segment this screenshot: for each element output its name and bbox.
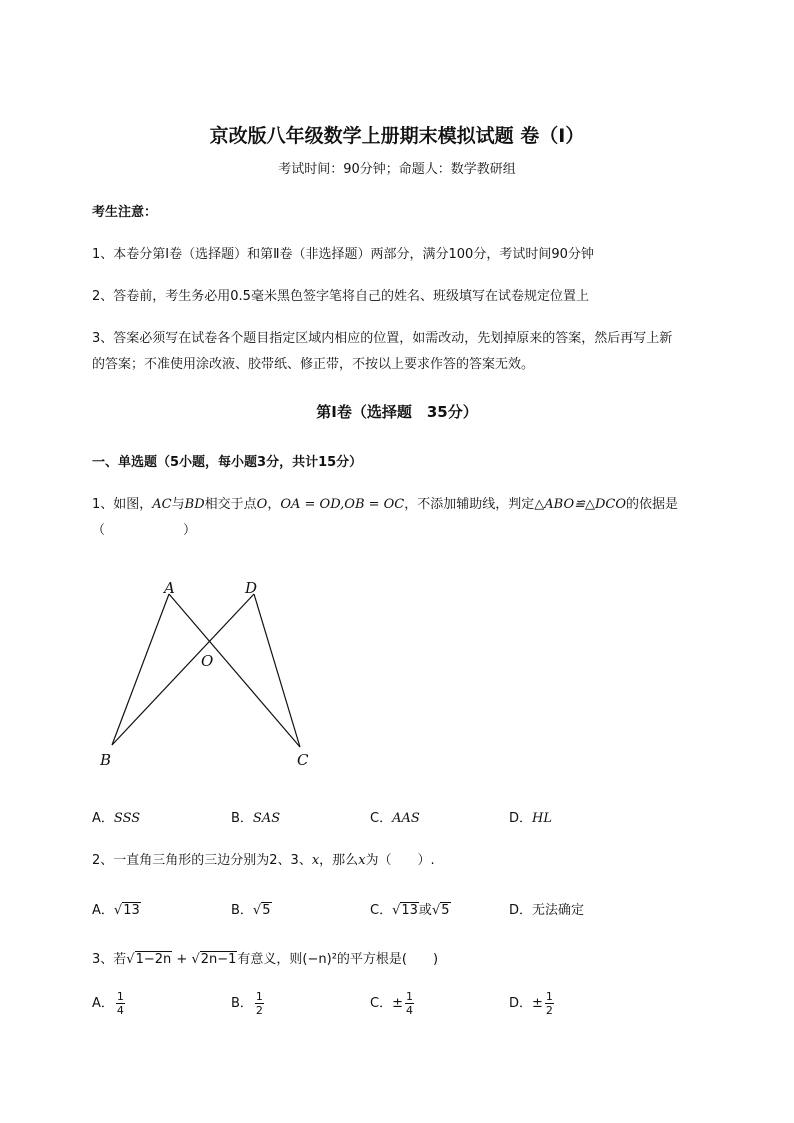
segment-db	[112, 594, 254, 745]
sqrt-expression: √13	[113, 903, 140, 918]
q2-text: 为（ ）.	[365, 853, 435, 868]
q3-option-d[interactable]	[509, 990, 556, 1017]
label-c: C	[297, 751, 309, 769]
sqrt-expression: √1−2n	[126, 952, 172, 967]
segment-ac	[169, 594, 300, 747]
plus-minus-sign: ±	[532, 996, 543, 1011]
q1-text: 1、如图，	[92, 497, 153, 512]
label-a: A	[164, 579, 175, 597]
q3-option-c[interactable]	[370, 990, 416, 1017]
denominator: 2	[255, 1004, 263, 1017]
q1-text: 相交于点	[204, 497, 257, 512]
option-letter: B．	[231, 996, 253, 1011]
option-text: SSS	[113, 811, 141, 826]
exam-info: 考试时间：90分钟；命题人：数学教研组	[278, 162, 516, 177]
q1-option-c[interactable]	[370, 807, 420, 826]
sqrt-expression: √13	[392, 903, 418, 918]
option-letter: A．	[92, 996, 114, 1011]
page-title: 京改版八年级数学上册期末模拟试题 卷（Ⅰ）	[209, 125, 585, 147]
option-letter: A．	[92, 811, 114, 826]
q2-option-c[interactable]	[370, 899, 451, 918]
fraction	[255, 990, 264, 1017]
option-text: SAS	[252, 811, 281, 826]
q2-option-a[interactable]	[92, 899, 141, 918]
q1-bd: BD	[184, 497, 205, 512]
numerator: 1	[405, 990, 413, 1003]
numerator: 1	[545, 990, 553, 1003]
q3-text: 3、若	[92, 952, 127, 967]
part-heading: 一、单选题（5小题，每小题3分，共计15分）	[92, 455, 363, 470]
option-text: AAS	[392, 811, 420, 826]
radicand: 5	[262, 903, 271, 918]
q2-text: 2、一直角三角形的三边分别为2、3、	[92, 853, 312, 868]
radicand: 5	[441, 903, 450, 918]
q1-equation: OA = OD,OB = OC	[280, 497, 405, 512]
option-letter: C．	[370, 996, 393, 1011]
denominator: 4	[116, 1004, 124, 1017]
q3-option-a[interactable]	[92, 990, 127, 1017]
q2-option-d[interactable]	[509, 899, 584, 918]
section-title: 第I卷（选择题 35分）	[316, 403, 478, 421]
q1-o: O	[256, 497, 268, 512]
numerator: 1	[116, 990, 124, 1003]
q1-text: 与	[171, 497, 185, 512]
denominator: 4	[405, 1004, 413, 1017]
q1-answer-blank: （ ）	[92, 523, 197, 538]
q2-x: x	[311, 853, 320, 868]
option-letter: D．	[509, 903, 533, 918]
q2-option-b[interactable]	[231, 899, 272, 918]
option-letter: C．	[370, 811, 393, 826]
radicand: 1−2n	[135, 952, 172, 967]
denominator: 2	[545, 1004, 553, 1017]
sqrt-expression: √5	[252, 903, 271, 918]
fraction	[405, 990, 414, 1017]
q1-option-d[interactable]	[509, 807, 552, 826]
q1-text: ，不添加辅助线，判定	[404, 497, 535, 512]
q3-text: +	[172, 952, 192, 967]
question-2	[92, 849, 435, 868]
option-letter: D．	[509, 811, 533, 826]
option-letter: B．	[231, 903, 253, 918]
label-o: O	[201, 652, 214, 670]
notice-item-3-cont: 的答案；不准使用涂改液、胶带纸、修正带，不按以上要求作答的答案无效。	[92, 357, 535, 372]
label-b: B	[100, 751, 112, 769]
sqrt-expression: √2n−1	[191, 952, 237, 967]
option-letter: D．	[509, 996, 533, 1011]
question-1	[92, 493, 678, 512]
q1-text: ，	[267, 497, 281, 512]
q1-text: 的依据是	[626, 497, 679, 512]
notice-item-1: 1、本卷分第I卷（选择题）和第Ⅱ卷（非选择题）两部分，满分100分，考试时间90分钟	[92, 247, 594, 262]
q2-x: x	[358, 853, 366, 868]
option-text: 无法确定	[532, 903, 585, 918]
fraction	[116, 990, 125, 1017]
numerator: 1	[255, 990, 263, 1003]
segment-ab	[112, 594, 169, 745]
q2-text: ，那么	[319, 853, 359, 868]
q3-text: 有意义，则(−n)²的平方根是( )	[237, 952, 439, 967]
q1-option-a[interactable]	[92, 807, 140, 826]
radicand: 2n−1	[200, 952, 237, 967]
notice-item-2: 2、答卷前，考生务必用0.5毫米黑色签字笔将自己的姓名、班级填写在试卷规定位置上	[92, 289, 589, 304]
option-letter: B．	[231, 811, 253, 826]
option-text: 或	[418, 903, 432, 918]
sqrt-expression: √5	[431, 903, 450, 918]
option-text: HL	[532, 811, 552, 826]
question-3	[92, 948, 438, 967]
plus-minus-sign: ±	[392, 996, 403, 1011]
radicand: 13	[123, 903, 140, 918]
option-letter: A．	[92, 903, 114, 918]
q3-option-b[interactable]	[231, 990, 266, 1017]
q1-ac: AC	[152, 497, 172, 512]
notice-heading: 考生注意：	[92, 205, 158, 220]
label-d: D	[245, 579, 258, 597]
notice-item-3: 3、答案必须写在试卷各个题目指定区域内相应的位置，如需改动，先划掉原来的答案，然后再写上新	[92, 331, 673, 346]
option-letter: C．	[370, 903, 393, 918]
q1-option-b[interactable]	[231, 807, 280, 826]
radicand: 13	[401, 903, 418, 918]
fraction	[545, 990, 554, 1017]
segment-dc	[254, 594, 300, 747]
q1-figure	[90, 570, 330, 780]
q1-congruence: △ABO≌△DCO	[534, 497, 627, 512]
